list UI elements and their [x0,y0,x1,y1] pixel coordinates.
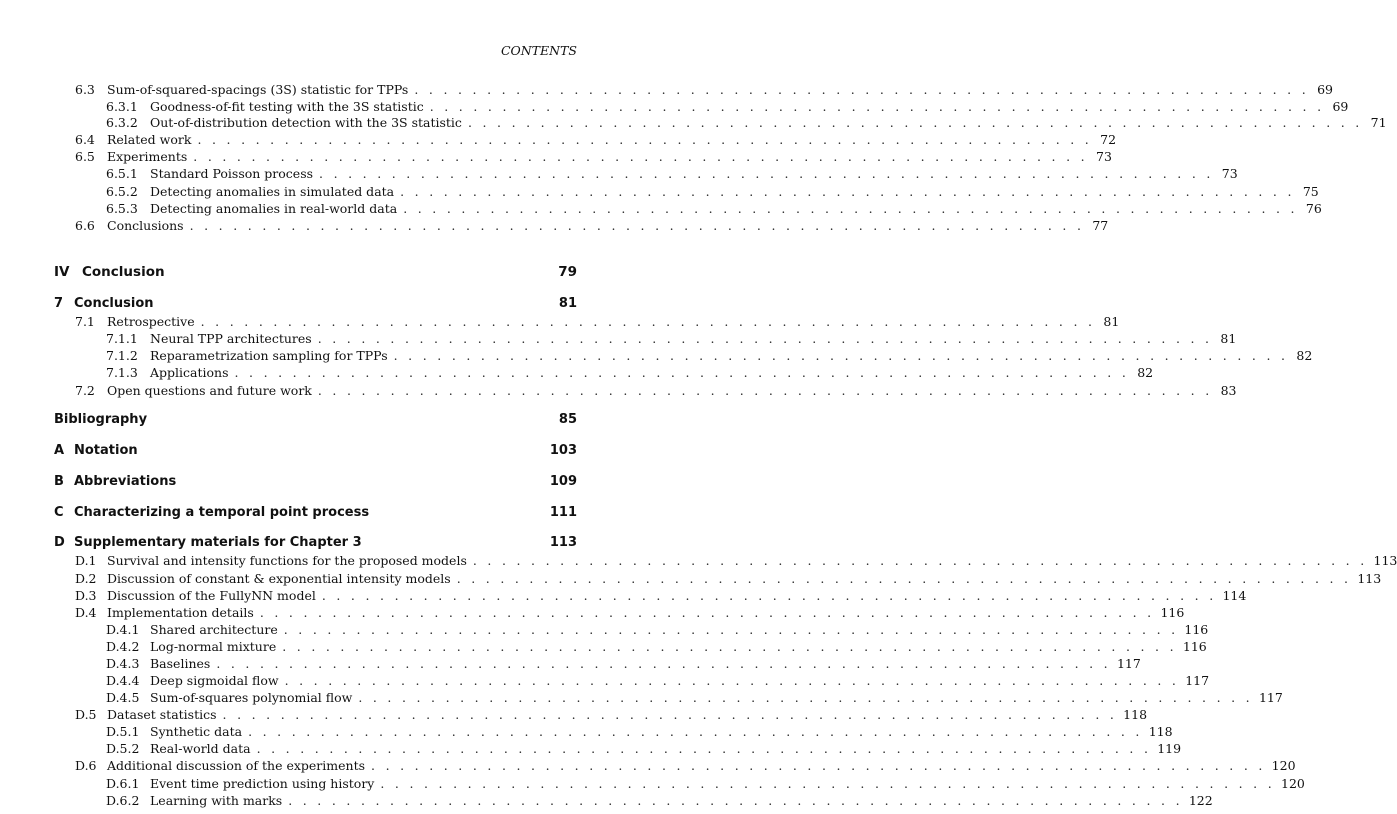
dot-leader: . . . . . . . . . . . . . . . . . . . . . . . . . . . . . . . . . . . . . . . . . . . . . . . . . . . . . . . . . . . . . . [248,724,1143,739]
entry-number: 7.1.2 [106,348,138,363]
entry-title: Related work [107,132,192,147]
toc-entry[interactable] [106,690,1283,706]
toc-entry[interactable] [75,605,1185,621]
entry-page: 122 [1188,793,1213,808]
entry-number: D.3 [75,588,97,603]
toc-entry[interactable] [106,622,1209,638]
entry-page: 69 [1317,82,1333,97]
toc-chapter-heading[interactable] [54,443,577,459]
entry-number: D.6 [75,758,97,773]
entry-page: 85 [558,412,577,427]
entry-number: 7.1.1 [106,331,138,346]
toc-entry[interactable] [106,741,1182,757]
dot-leader: . . . . . . . . . . . . . . . . . . . . . . . . . . . . . . . . . . . . . . . . . . . . . . . . . . . . . . . . . . . . . . [234,365,1130,380]
entry-page: 75 [1302,184,1319,199]
toc-entry[interactable] [106,348,1313,364]
entry-page: 113 [1373,553,1397,568]
dot-leader: . . . . . . . . . . . . . . . . . . . . . . . . . . . . . . . . . . . . . . . . . . . . . . . . . . . . . . . . . . . . . . [283,622,1179,637]
entry-page: 83 [1220,383,1237,398]
entry-title: Implementation details [107,605,254,620]
dot-leader: . . . . . . . . . . . . . . . . . . . . . . . . . . . . . . . . . . . . . . . . . . . . . . . . . . . . . . . . . . . . . . [216,656,1111,671]
entry-title: Discussion of constant & exponential intensity models [107,571,451,586]
toc-part-heading[interactable] [54,264,577,280]
toc-entry[interactable] [75,314,1120,330]
chapter-number: C [54,505,64,520]
dot-leader: . . . . . . . . . . . . . . . . . . . . . . . . . . . . . . . . . . . . . . . . . . . . . . . . . . . . . . . . . . . . . . [282,639,1177,654]
dot-leader: . . . . . . . . . . . . . . . . . . . . . . . . . . . . . . . . . . . . . . . . . . . . . . . . . . . . . . . . . . . . . . [317,383,1213,398]
dot-leader: . . . . . . . . . . . . . . . . . . . . . . . . . . . . . . . . . . . . . . . . . . . . . . . . . . . . . . . . . . . . . . [380,776,1275,791]
entry-title: Detecting anomalies in real-world data [150,201,398,216]
dot-leader: . . . . . . . . . . . . . . . . . . . . . . . . . . . . . . . . . . . . . . . . . . . . . . . . . . . . . . . . . . . . . . [189,218,1085,233]
entry-page: 82 [1137,365,1154,380]
toc-entry[interactable] [75,571,1382,587]
dot-leader: . . . . . . . . . . . . . . . . . . . . . . . . . . . . . . . . . . . . . . . . . . . . . . . . . . . . . . . . . . . . . . [259,605,1155,620]
entry-title: Survival and intensity functions for the proposed models [107,553,467,568]
entry-title: Learning with marks [150,793,283,808]
dot-leader: . . . . . . . . . . . . . . . . . . . . . . . . . . . . . . . . . . . . . . . . . . . . . . . . . . . . . . . . . . . . . . [403,201,1298,216]
toc-chapter-heading[interactable] [54,505,577,521]
dot-leader: . . . . . . . . . . . . . . . . . . . . . . . . . . . . . . . . . . . . . . . . . . . . . . . . . . . . . . . . . . . . . . [400,184,1295,199]
toc-entry[interactable] [106,99,1349,115]
entry-number: 6.4 [75,132,95,147]
entry-number: 6.5 [75,149,95,164]
dot-leader: . . . . . . . . . . . . . . . . . . . . . . . . . . . . . . . . . . . . . . . . . . . . . . . . . . . . . . . . . . . . . . [371,758,1266,773]
entry-number: D.2 [75,571,97,586]
entry-title: Shared architecture [150,622,278,637]
entry-number: D.5.2 [106,741,140,756]
entry-page: 103 [549,443,577,458]
entry-page: 117 [1185,673,1210,688]
entry-page: 117 [1258,690,1283,705]
toc-chapter-heading[interactable] [54,296,577,312]
entry-number: D.4.3 [106,656,140,671]
entry-title: Neural TPP architectures [150,331,312,346]
dot-leader: . . . . . . . . . . . . . . . . . . . . . . . . . . . . . . . . . . . . . . . . . . . . . . . . . . . . . . . . . . . . . . [472,553,1368,568]
entry-page: 113 [1357,571,1382,586]
part-number: IV [54,264,70,280]
toc-entry[interactable] [106,115,1387,131]
chapter-title: Abbreviations [74,474,177,489]
entry-page: 76 [1305,201,1322,216]
toc-entry[interactable] [75,82,1333,98]
entry-page: 117 [1116,656,1141,671]
chapter-number: D [54,535,65,550]
entry-title: Experiments [107,149,188,164]
dot-leader: . . . . . . . . . . . . . . . . . . . . . . . . . . . . . . . . . . . . . . . . . . . . . . . . . . . . . . . . . . . . . . [222,707,1118,722]
entry-title: Out-of-distribution detection with the 3S statistic [150,115,462,130]
toc-entry[interactable] [106,201,1322,217]
toc-entry[interactable] [106,776,1305,792]
dot-leader: . . . . . . . . . . . . . . . . . . . . . . . . . . . . . . . . . . . . . . . . . . . . . . . . . . . . . . . . . . . . . . [467,115,1363,130]
entry-title: Applications [150,365,229,380]
entry-page: 79 [558,264,577,280]
entry-title: Deep sigmoidal flow [150,673,279,688]
entry-title: Conclusions [107,218,184,233]
toc-entry[interactable] [106,639,1207,655]
dot-leader: . . . . . . . . . . . . . . . . . . . . . . . . . . . . . . . . . . . . . . . . . . . . . . . . . . . . . . . . . . . . . . [317,331,1213,346]
toc-entry[interactable] [75,588,1247,604]
toc-entry[interactable] [75,553,1397,569]
entry-page: 120 [1281,776,1305,791]
entry-page: 71 [1370,115,1387,130]
toc-entry[interactable] [106,656,1141,672]
entry-number: 6.3.1 [106,99,138,114]
entry-title: Baselines [150,656,211,671]
entry-page: 114 [1222,588,1247,603]
entry-number: 6.3.2 [106,115,138,130]
entry-page: 120 [1271,758,1296,773]
entry-number: 6.6 [75,218,95,233]
entry-title: Retrospective [107,314,195,329]
entry-page: 111 [549,505,577,520]
toc-entry[interactable] [75,758,1296,774]
entry-title: Event time prediction using history [150,776,375,791]
entry-page: 77 [1092,218,1109,233]
dot-leader: . . . . . . . . . . . . . . . . . . . . . . . . . . . . . . . . . . . . . . . . . . . . . . . . . . . . . . . . . . . . . . [321,588,1217,603]
entry-number: D.4.5 [106,690,140,705]
toc-entry[interactable] [106,331,1237,347]
entry-number: D.1 [75,553,97,568]
entry-title: Standard Poisson process [150,166,314,181]
chapter-number: 7 [54,296,64,311]
entry-number: D.5 [75,707,97,722]
entry-title: Synthetic data [150,724,243,739]
dot-leader: . . . . . . . . . . . . . . . . . . . . . . . . . . . . . . . . . . . . . . . . . . . . . . . . . . . . . . . . . . . . . . [456,571,1352,586]
toc-chapter-heading[interactable] [54,412,577,428]
entry-page: 118 [1123,707,1148,722]
entry-number: D.4 [75,605,97,620]
toc-entry[interactable] [106,365,1154,381]
entry-number: 7.1.3 [106,365,138,380]
entry-number: 6.3 [75,82,95,97]
chapter-number: B [54,474,64,489]
part-title: Conclusion [82,264,165,280]
entry-number: D.4.4 [106,673,140,688]
toc-entry[interactable] [106,793,1213,809]
entry-page: 113 [549,535,577,550]
entry-title: Dataset statistics [107,707,217,722]
entry-number: D.5.1 [106,724,140,739]
entry-title: Real-world data [150,741,251,756]
entry-page: 116 [1182,639,1207,654]
dot-leader: . . . . . . . . . . . . . . . . . . . . . . . . . . . . . . . . . . . . . . . . . . . . . . . . . . . . . . . . . . . . . . [288,793,1183,808]
dot-leader: . . . . . . . . . . . . . . . . . . . . . . . . . . . . . . . . . . . . . . . . . . . . . . . . . . . . . . . . . . . . . . [414,82,1309,97]
toc-chapter-heading[interactable] [54,535,577,551]
chapter-title: Bibliography [54,412,148,427]
dot-leader: . . . . . . . . . . . . . . . . . . . . . . . . . . . . . . . . . . . . . . . . . . . . . . . . . . . . . . . . . . . . . . [319,166,1214,181]
chapter-title: Conclusion [74,296,154,311]
entry-number: 6.5.3 [106,201,138,216]
entry-number: 6.5.1 [106,166,138,181]
dot-leader: . . . . . . . . . . . . . . . . . . . . . . . . . . . . . . . . . . . . . . . . . . . . . . . . . . . . . . . . . . . . . . [429,99,1325,114]
entry-page: 72 [1100,132,1117,147]
entry-number: D.6.1 [106,776,140,791]
entry-number: 7.1 [75,314,95,329]
entry-page: 82 [1296,348,1313,363]
toc-entry[interactable] [75,149,1112,165]
entry-title: Additional discussion of the experiments [107,758,366,773]
chapter-title: Characterizing a temporal point process [74,505,370,520]
entry-page: 73 [1096,149,1112,164]
entry-number: 7.2 [75,383,95,398]
entry-title: Sum-of-squares polynomial flow [150,690,353,705]
toc-chapter-heading[interactable] [54,474,577,490]
toc-entry[interactable] [106,184,1319,200]
entry-title: Reparametrization sampling for TPPs [150,348,388,363]
entry-number: D.4.1 [106,622,140,637]
dot-leader: . . . . . . . . . . . . . . . . . . . . . . . . . . . . . . . . . . . . . . . . . . . . . . . . . . . . . . . . . . . . . . [393,348,1289,363]
dot-leader: . . . . . . . . . . . . . . . . . . . . . . . . . . . . . . . . . . . . . . . . . . . . . . . . . . . . . . . . . . . . . . [358,690,1253,705]
toc-entry[interactable] [106,724,1173,740]
chapter-title: Supplementary materials for Chapter 3 [74,535,362,550]
entry-page: 81 [558,296,577,311]
toc-entry[interactable] [75,707,1148,723]
entry-page: 81 [1103,314,1120,329]
entry-title: Log-normal mixture [150,639,277,654]
entry-number: 6.5.2 [106,184,138,199]
entry-page: 118 [1148,724,1173,739]
toc-entry[interactable] [75,218,1109,234]
toc-entry[interactable] [75,132,1117,148]
entry-page: 119 [1157,741,1182,756]
chapter-number: A [54,443,65,458]
entry-page: 116 [1160,605,1185,620]
dot-leader: . . . . . . . . . . . . . . . . . . . . . . . . . . . . . . . . . . . . . . . . . . . . . . . . . . . . . . . . . . . . . . [193,149,1088,164]
entry-page: 109 [549,474,577,489]
dot-leader: . . . . . . . . . . . . . . . . . . . . . . . . . . . . . . . . . . . . . . . . . . . . . . . . . . . . . . . . . . . . . . [256,741,1152,756]
entry-title: Sum-of-squared-spacings (3S) statistic for TPPs [107,82,409,97]
entry-title: Goodness-of-fit testing with the 3S statistic [150,99,424,114]
entry-page: 73 [1221,166,1238,181]
entry-number: D.4.2 [106,639,140,654]
entry-page: 81 [1220,331,1237,346]
entry-title: Open questions and future work [107,383,312,398]
entry-page: 69 [1332,99,1349,114]
dot-leader: . . . . . . . . . . . . . . . . . . . . . . . . . . . . . . . . . . . . . . . . . . . . . . . . . . . . . . . . . . . . . . [284,673,1180,688]
running-header: CONTENTS [500,43,577,58]
toc-entry[interactable] [106,673,1210,689]
dot-leader: . . . . . . . . . . . . . . . . . . . . . . . . . . . . . . . . . . . . . . . . . . . . . . . . . . . . . . . . . . . . . . [197,132,1093,147]
entry-title: Detecting anomalies in simulated data [150,184,395,199]
entry-number: D.6.2 [106,793,140,808]
dot-leader: . . . . . . . . . . . . . . . . . . . . . . . . . . . . . . . . . . . . . . . . . . . . . . . . . . . . . . . . . . . . . . [200,314,1096,329]
toc-entry[interactable] [75,383,1237,399]
entry-page: 116 [1184,622,1209,637]
toc-entry[interactable] [106,166,1238,182]
entry-title: Discussion of the FullyNN model [107,588,316,603]
chapter-title: Notation [74,443,138,458]
